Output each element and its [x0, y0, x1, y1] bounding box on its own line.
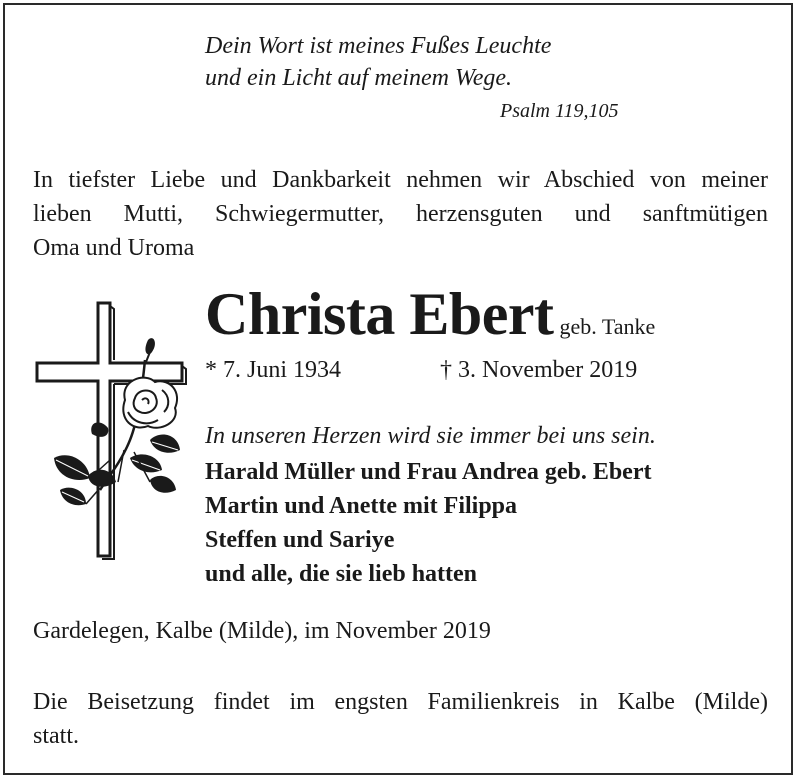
birth-date: * 7. Juni 1934: [205, 357, 342, 383]
death-date: † 3. November 2019: [440, 357, 638, 383]
mourner-entry: Steffen und Sariye: [205, 527, 395, 553]
cross-with-rose-icon: [30, 300, 195, 565]
burial-notice: [33, 685, 768, 753]
mourner-entry: und alle, die sie lieb hatten: [205, 561, 478, 587]
tribute-line: In unseren Herzen wird sie immer bei uns sein.: [205, 423, 656, 449]
mourner-entry: Harald Müller und Frau Andrea geb. Ebert: [205, 459, 652, 485]
intro-line: Oma und Uroma: [33, 235, 195, 261]
intro-line: lieben Mutti, Schwiegermutter, herzensguten und sanftmütigen: [33, 201, 768, 227]
mourner-entry: Martin und Anette mit Filippa: [205, 493, 518, 519]
intro-line: In tiefster Liebe und Dankbarkeit nehmen wir Abschied von meiner: [33, 167, 768, 193]
deceased-name: Christa Ebert: [205, 281, 554, 347]
place-and-date: Gardelegen, Kalbe (Milde), im November 2019: [33, 618, 491, 644]
deceased-name-row: [205, 280, 655, 349]
verse-source: Psalm 119,105: [500, 100, 619, 122]
intro-text: [33, 163, 768, 265]
burial-line: statt.: [33, 723, 79, 749]
verse-line: Dein Wort ist meines Fußes Leuchte: [205, 33, 552, 59]
maiden-name: geb. Tanke: [559, 314, 656, 339]
bible-verse: [205, 30, 551, 94]
verse-line: und ein Licht auf meinem Wege.: [205, 65, 513, 91]
mourners-list: [205, 455, 651, 591]
burial-line: Die Beisetzung findet im engsten Familienkreis in Kalbe (Milde): [33, 689, 768, 715]
